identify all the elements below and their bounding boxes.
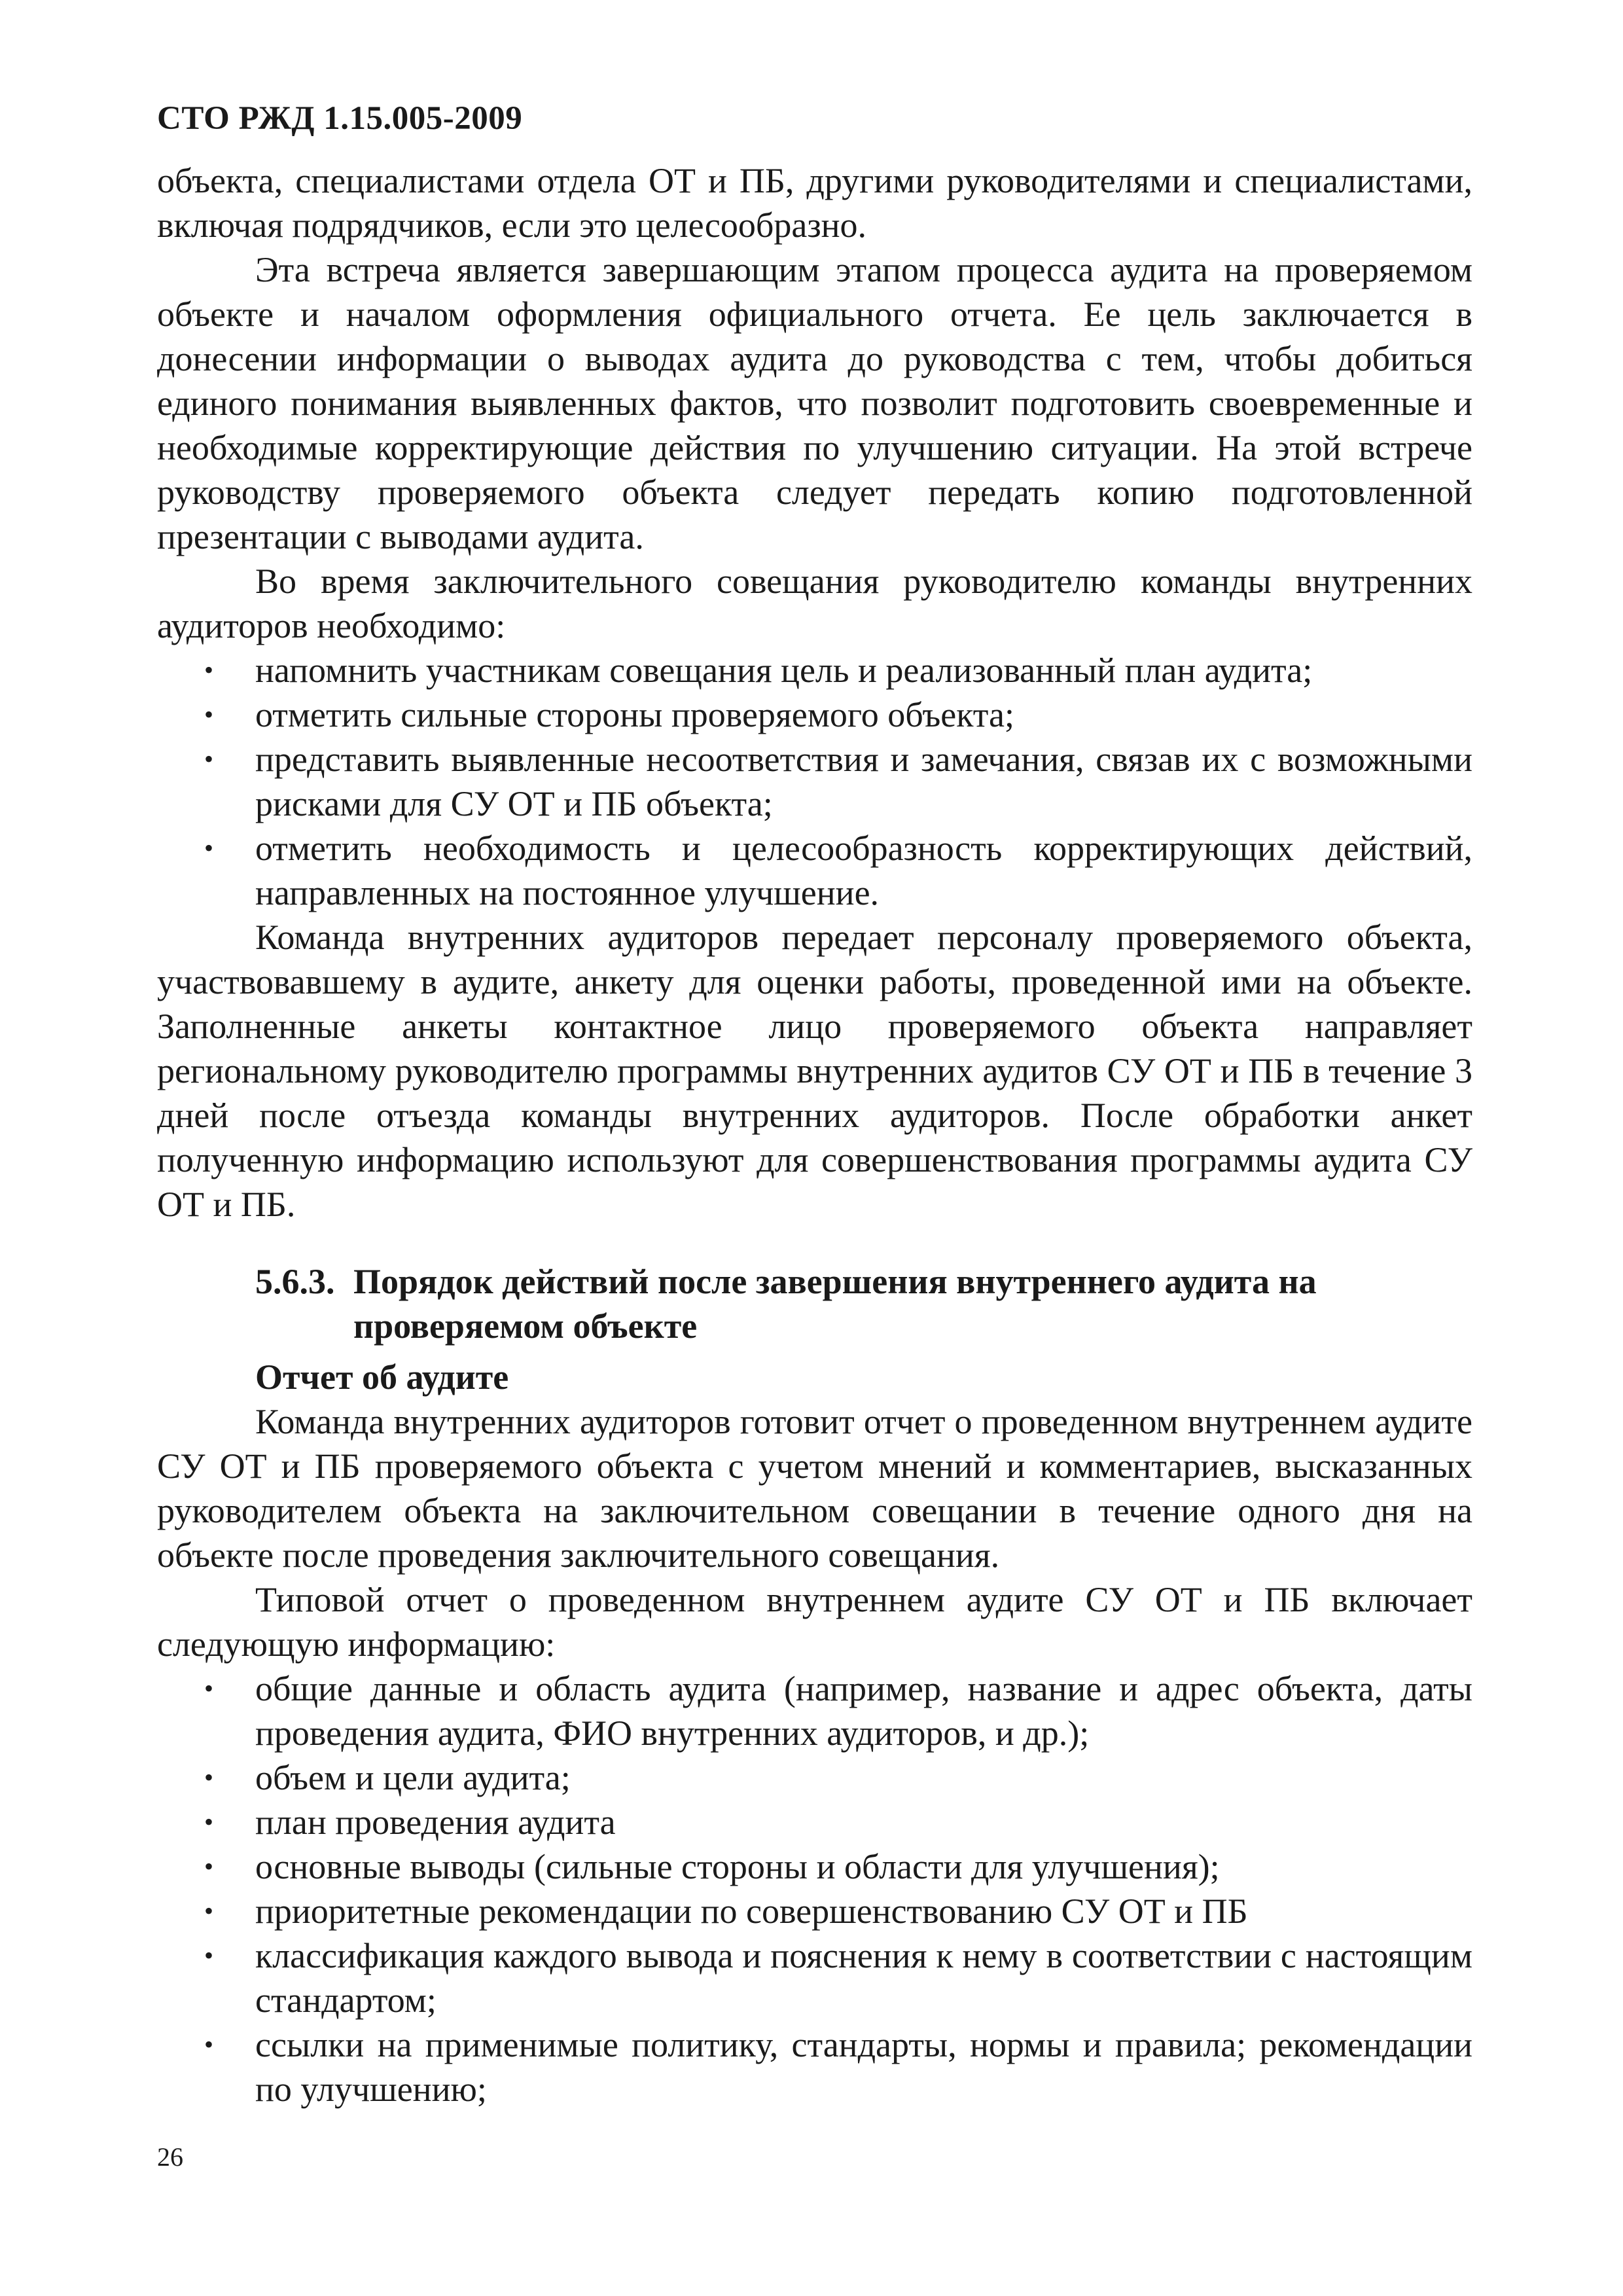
bullet-list-meeting-tasks — [157, 648, 1472, 915]
bullet-icon: • — [204, 1896, 214, 1926]
list-item — [157, 737, 1472, 826]
list-item — [157, 1800, 1472, 1844]
paragraph: Команда внутренних аудиторов передает персоналу проверяемого объекта, участвовавшему в аудите, анкету для оценки работы, проведенной ими на объекте. Заполненные анкеты контактное лицо проверяемого объекта направляет региональному руководителю программы внутренних аудитов СУ ОТ и ПБ в течение 3 дней после отъезда команды внутренних аудиторов. После обработки анкет полученную информацию используют для совершенствования программы аудита СУ ОТ и ПБ. — [157, 918, 1472, 1224]
list-item-text: напомнить участникам совещания цель и реализованный план аудита; — [255, 651, 1313, 690]
section-number: 5.6.3. — [255, 1262, 335, 1301]
list-item-text: основные выводы (сильные стороны и области для улучшения); — [255, 1847, 1220, 1886]
list-item-text: план проведения аудита — [255, 1803, 616, 1842]
bullet-icon: • — [204, 700, 214, 729]
bullet-icon: • — [204, 1807, 214, 1837]
bullet-icon: • — [204, 1941, 214, 1970]
page-body — [157, 158, 1472, 2111]
list-item — [157, 1666, 1472, 1755]
bullet-icon: • — [204, 1763, 214, 1792]
list-item — [157, 648, 1472, 692]
list-item-text: объем и цели аудита; — [255, 1758, 571, 1797]
list-item-text: приоритетные рекомендации по совершенствованию СУ ОТ и ПБ — [255, 1892, 1248, 1931]
paragraph: Команда внутренних аудиторов готовит отчет о проведенном внутреннем аудите СУ ОТ и ПБ проверяемого объекта с учетом мнений и комментариев, высказанных руководителем объекта на заключительном совещании в течение одного дня на объекте после проведения заключительного совещания. — [157, 1402, 1472, 1575]
subheading: Отчет об аудите — [255, 1357, 509, 1397]
bullet-list-report-contents — [157, 1666, 1472, 2111]
bullet-icon: • — [204, 1852, 214, 1881]
list-item-text: отметить необходимость и целесообразность корректирующих действий, направленных на постоянное улучшение. — [255, 829, 1472, 912]
list-item-text: общие данные и область аудита (например, название и адрес объекта, даты проведения аудита, ФИО внутренних аудиторов, и др.); — [255, 1669, 1472, 1753]
list-item — [157, 2022, 1472, 2111]
list-item-text: ссылки на применимые политику, стандарты, нормы и правила; рекомендации по улучшению; — [255, 2025, 1472, 2109]
page-number: 26 — [157, 2142, 183, 2172]
list-item — [157, 826, 1472, 915]
document-code-header: СТО РЖД 1.15.005-2009 — [157, 100, 523, 137]
list-item-text: классификация каждого вывода и пояснения к нему в соответствии с настоящим стандартом; — [255, 1936, 1472, 2020]
list-item — [157, 1844, 1472, 1889]
list-item — [157, 1889, 1472, 1933]
bullet-icon: • — [204, 744, 214, 774]
bullet-icon: • — [204, 655, 214, 685]
list-item-text: представить выявленные несоответствия и замечания, связав их с возможными рисками для СУ ОТ и ПБ объекта; — [255, 740, 1472, 823]
list-item — [157, 692, 1472, 737]
bullet-icon: • — [204, 833, 214, 863]
section-title: Порядок действий после завершения внутреннего аудита на проверяемом объекте — [353, 1262, 1317, 1346]
bullet-icon: • — [204, 2030, 214, 2059]
list-item-text: отметить сильные стороны проверяемого объекта; — [255, 695, 1014, 734]
list-item — [157, 1933, 1472, 2022]
paragraph: объекта, специалистами отдела ОТ и ПБ, другими руководителями и специалистами, включая подрядчиков, если это целесообразно. — [157, 161, 1472, 245]
paragraph: Во время заключительного совещания руководителю команды внутренних аудиторов необходимо: — [157, 562, 1472, 645]
paragraph: Типовой отчет о проведенном внутреннем аудите СУ ОТ и ПБ включает следующую информацию: — [157, 1580, 1472, 1664]
bullet-icon: • — [204, 1674, 214, 1703]
section-heading — [157, 1259, 1472, 1348]
paragraph: Эта встреча является завершающим этапом процесса аудита на проверяемом объекте и началом оформления официального отчета. Ее цель заключается в донесении информации о выводах аудита до руководства с тем, чтобы добиться единого понимания выявленных фактов, что позволит подготовить своевременные и необходимые корректирующие действия по улучшению ситуации. На этой встрече руководству проверяемого объекта следует передать копию подготовленной презентации с выводами аудита. — [157, 250, 1472, 556]
list-item — [157, 1755, 1472, 1800]
